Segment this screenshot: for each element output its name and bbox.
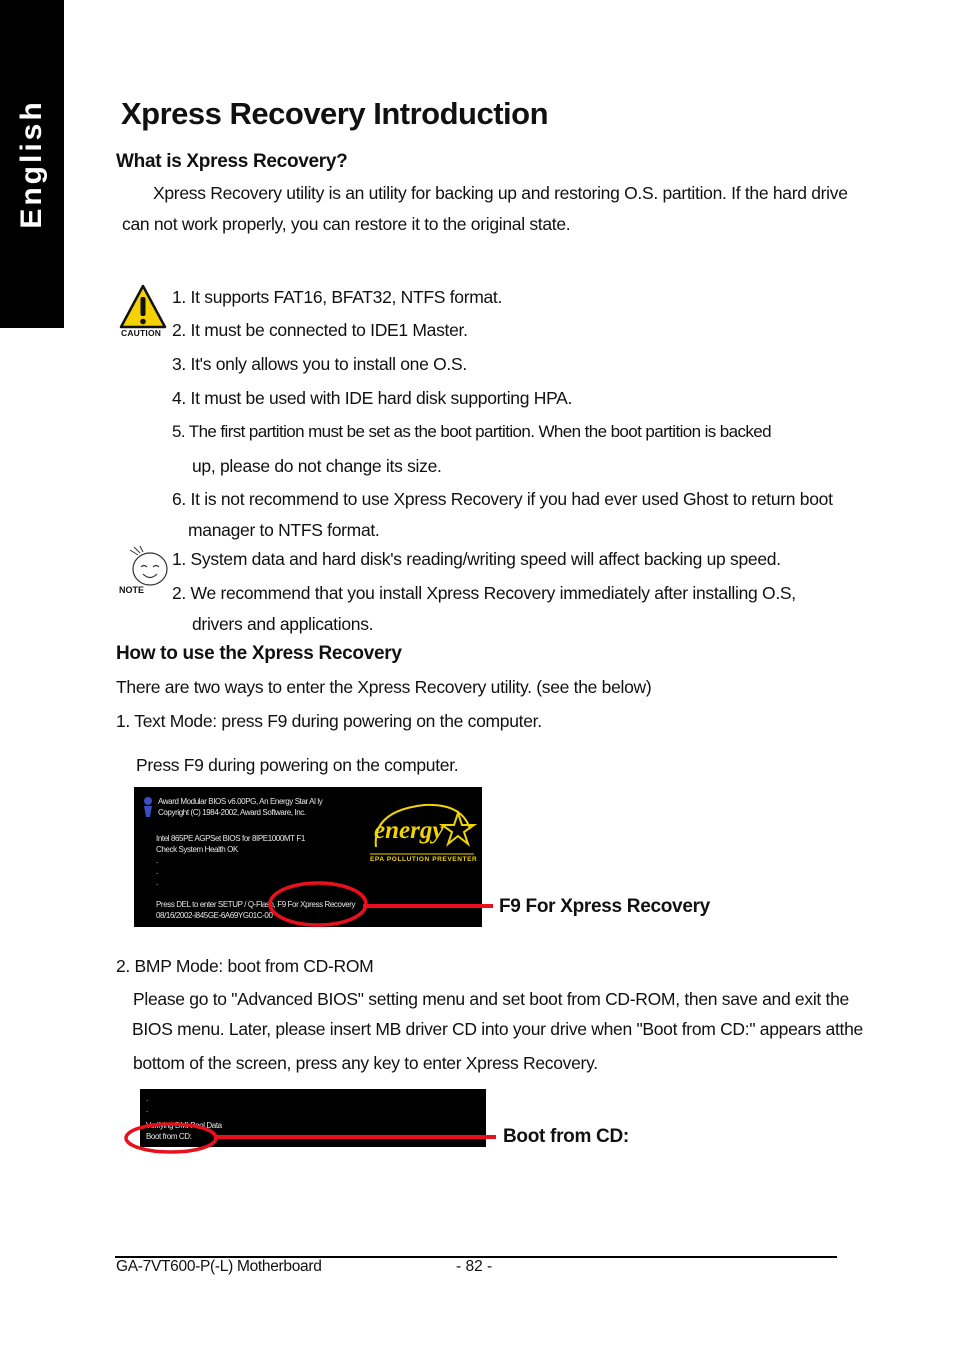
bios2-line-boot-cd: Boot from CD: [146, 1132, 192, 1141]
section-heading-what-is: What is Xpress Recovery? [116, 151, 348, 172]
bios-line-press-del: Press DEL to enter SETUP / Q-Flash, F9 For Xpress Recovery [156, 900, 356, 909]
mode2-line2: BIOS menu. Later, please insert MB driver CD into your drive when "Boot from CD:" appears atthe [132, 1019, 863, 1039]
caution-icon-label: CAUTION [121, 328, 162, 338]
mode2-text: 2. BMP Mode: boot from CD-ROM [116, 956, 374, 976]
boot-cd-callout-line [214, 1135, 496, 1139]
caution-item-6-cont: manager to NTFS format. [188, 520, 380, 540]
note-item-2: 2. We recommend that you install Xpress Recovery immediately after installing O.S, [172, 583, 796, 603]
caution-item-2: 2. It must be connected to IDE1 Master. [172, 320, 468, 340]
bios-dot-1: . [156, 856, 158, 865]
bios-line-build: 08/16/2002-i845GE-6A69YG01C-00 [156, 911, 273, 920]
mode1-text: 1. Text Mode: press F9 during powering on the computer. [116, 711, 542, 731]
energy-star-logo-icon [366, 799, 478, 861]
note-item-1: 1. System data and hard disk's reading/writing speed will affect backing up speed. [172, 549, 781, 569]
page-title: Xpress Recovery Introduction [121, 96, 549, 131]
bios-dot-3: . [156, 878, 158, 887]
f9-callout-line [363, 904, 493, 908]
bios-line-copyright: Copyright (C) 1984-2002, Award Software, Inc. [158, 808, 306, 817]
mode2-line1: Please go to "Advanced BIOS" setting menu and set boot from CD-ROM, then save and exit the [133, 989, 849, 1009]
caution-item-6: 6. It is not recommend to use Xpress Recovery if you had ever used Ghost to return boot [172, 489, 833, 509]
caution-item-5: 5. The first partition must be set as the boot partition. When the boot partition is backed [172, 422, 772, 441]
energy-logo-text: energy [374, 817, 444, 844]
mode1-caption: Press F9 during powering on the computer. [136, 755, 459, 775]
language-label: English [15, 99, 48, 229]
caution-item-5-cont: up, please do not change its size. [192, 456, 442, 476]
energy-tagline: EPA POLLUTION PREVENTER [370, 856, 478, 863]
mode2-line3: bottom of the screen, press any key to enter Xpress Recovery. [133, 1053, 598, 1073]
footer-page-number: - 82 - [456, 1258, 493, 1275]
boot-cd-callout-label: Boot from CD: [503, 1126, 629, 1147]
bios2-line-verifying: Verifying DMI Pool Data [146, 1121, 222, 1130]
f9-highlight-ellipse [266, 878, 370, 930]
bios-line-chipset: Intel 865PE AGPSet BIOS for 8IPE1000MT F1 [156, 834, 305, 843]
footer-model: GA-7VT600-P(-L) Motherboard [116, 1258, 322, 1275]
bios-line-health: Check System Health OK [156, 845, 238, 854]
f9-callout-label: F9 For Xpress Recovery [499, 896, 710, 917]
bios2-dot-1: . [146, 1094, 148, 1103]
boot-cd-highlight-ellipse [122, 1120, 220, 1156]
note-icon-label: NOTE [119, 585, 145, 595]
language-tab [0, 0, 64, 328]
bios-line-award: Award Modular BIOS v6.00PG, An Energy Star Al ly [158, 797, 323, 806]
award-logo-icon [141, 796, 155, 818]
intro-paragraph-line2: can not work properly, you can restore it to the original state. [122, 214, 571, 234]
caution-icon [118, 283, 168, 339]
caution-item-3: 3. It's only allows you to install one O.S. [172, 354, 467, 374]
bios2-dot-2: . [146, 1105, 148, 1114]
note-icon [116, 545, 172, 599]
how-to-intro: There are two ways to enter the Xpress Recovery utility. (see the below) [116, 677, 652, 697]
caution-item-1: 1. It supports FAT16, BFAT32, NTFS format. [172, 287, 503, 307]
bios-dot-2: . [156, 867, 158, 876]
caution-item-4: 4. It must be used with IDE hard disk supporting HPA. [172, 388, 573, 408]
note-item-2-cont: drivers and applications. [192, 614, 374, 634]
intro-paragraph-line1: Xpress Recovery utility is an utility for backing up and restoring O.S. partition. If the hard drive [153, 183, 848, 203]
section-heading-how-to-use: How to use the Xpress Recovery [116, 643, 402, 664]
